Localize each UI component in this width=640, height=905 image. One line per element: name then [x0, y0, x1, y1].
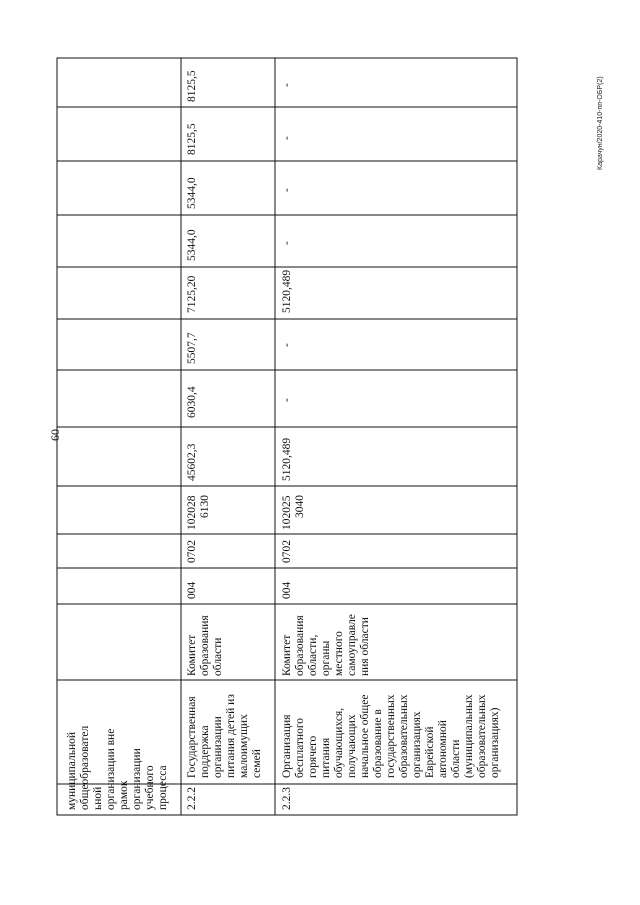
row-1-grbs: 004: [186, 581, 198, 599]
row-1-value-7: 8125,5: [186, 70, 198, 102]
row-2-number: 2.2.3: [281, 787, 293, 810]
row-2-target: 102025 3040: [281, 495, 306, 530]
row-0-name: муниципальной общеобразовател ьной организации вне рамок организации учебного процесса: [66, 725, 169, 810]
row-1-value-2: 5507,7: [186, 332, 198, 364]
row-2-value-3: 5120,489: [281, 269, 293, 313]
document-side-note: Карачун/2020-410-пп-ОБР(2): [597, 76, 604, 170]
page-number: 60: [48, 429, 62, 441]
row-1-name: Государственная поддержка организации питания детей из малоимущих семей: [186, 694, 263, 778]
row-2-value-5: -: [281, 188, 293, 192]
row-1-total: 45602,3: [186, 443, 198, 481]
row-1-value-1: 6030,4: [186, 386, 198, 418]
row-2-value-6: -: [281, 136, 293, 140]
row-2-value-2: -: [281, 343, 293, 347]
row-1-target: 102028 6130: [186, 495, 211, 530]
row-2-total: 5120,489: [281, 437, 293, 481]
row-1-value-4: 5344,0: [186, 229, 198, 261]
row-1-value-5: 5344,0: [186, 177, 198, 209]
row-1-executor: Комитет образования области: [186, 615, 224, 676]
row-2-value-7: -: [281, 83, 293, 87]
row-2-grbs: 004: [281, 581, 293, 599]
row-2-section: 0702: [281, 540, 293, 563]
row-2-executor: Комитет образования области, органы местного самоуправле ния области: [281, 614, 371, 676]
row-2-value-4: -: [281, 241, 293, 245]
row-1-section: 0702: [186, 540, 198, 563]
row-2-value-1: -: [281, 398, 293, 402]
row-1-number: 2.2.2: [186, 787, 198, 810]
row-1-value-6: 8125,5: [186, 123, 198, 155]
row-2-name: Организация бесплатного горячего питания обучающихся, получающих начальное общее образование в государственных образовательных организациях Еврейской автономной области (муниципальных образовательных организациях): [281, 694, 501, 778]
row-1-value-3: 7125,20: [186, 275, 198, 313]
